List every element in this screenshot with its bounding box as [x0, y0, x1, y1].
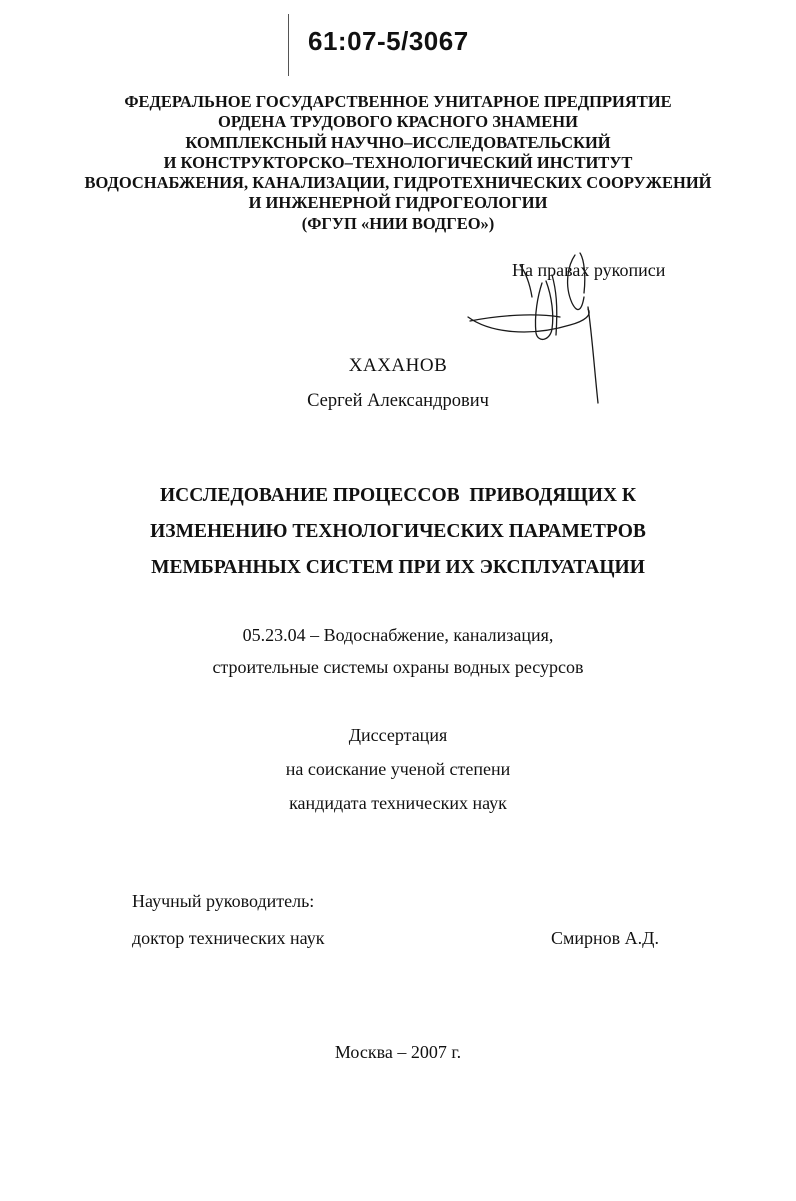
dissertation-title [0, 478, 796, 586]
degree-block [0, 718, 796, 820]
organization-line: И ИНЖЕНЕРНОЙ ГИДРОГЕОЛОГИИ [248, 193, 548, 213]
supervisor-name: Смирнов А.Д. [551, 928, 659, 948]
organization-line: ВОДОСНАБЖЕНИЯ, КАНАЛИЗАЦИИ, ГИДРОТЕХНИЧЕСКИХ СООРУЖЕНИЙ [84, 173, 712, 193]
stamp-divider [288, 14, 289, 76]
supervisor-degree: доктор технических наук [132, 928, 325, 948]
document-type: Диссертация [348, 725, 448, 745]
specialty-description-line: строительные системы охраны водных ресурсов [212, 657, 584, 677]
author-last-name: ХАХАНОВ [348, 355, 448, 376]
city-year: Москва – 2007 г. [334, 1042, 462, 1062]
title-line: ИЗМЕНЕНИЮ ТЕХНОЛОГИЧЕСКИХ ПАРАМЕТРОВ [150, 521, 646, 542]
title-line: ИССЛЕДОВАНИЕ ПРОЦЕССОВ ПРИВОДЯЩИХ К [159, 485, 637, 506]
organization-line: ФЕДЕРАЛЬНОЕ ГОСУДАРСТВЕННОЕ УНИТАРНОЕ ПРЕДПРИЯТИЕ [124, 92, 672, 111]
degree-name: кандидата технических наук [289, 793, 507, 813]
manuscript-rights-note: На правах рукописи [512, 260, 666, 280]
organization-header [0, 92, 796, 234]
author-first-names: Сергей Александрович [307, 391, 489, 411]
organization-line: КОМПЛЕКСНЫЙ НАУЧНО–ИССЛЕДОВАТЕЛЬСКИЙ [185, 132, 611, 152]
specialty-code-line: 05.23.04 – Водоснабжение, канализация, [242, 625, 554, 645]
organization-line: И КОНСТРУКТОРСКО–ТЕХНОЛОГИЧЕСКИЙ ИНСТИТУТ [163, 152, 633, 172]
title-line: МЕМБРАННЫХ СИСТЕМ ПРИ ИХ ЭКСПЛУАТАЦИИ [151, 557, 645, 578]
specialty-block [0, 619, 796, 683]
organization-line: ОРДЕНА ТРУДОВОГО КРАСНОГО ЗНАМЕНИ [218, 112, 578, 132]
supervisor-label: Научный руководитель: [132, 891, 315, 911]
organization-line: (ФГУП «НИИ ВОДГЕО») [301, 213, 495, 233]
handwritten-signature [460, 245, 610, 415]
archive-stamp-code: 61:07-5/3067 [308, 26, 469, 56]
degree-purpose: на соискание ученой степени [285, 759, 511, 779]
